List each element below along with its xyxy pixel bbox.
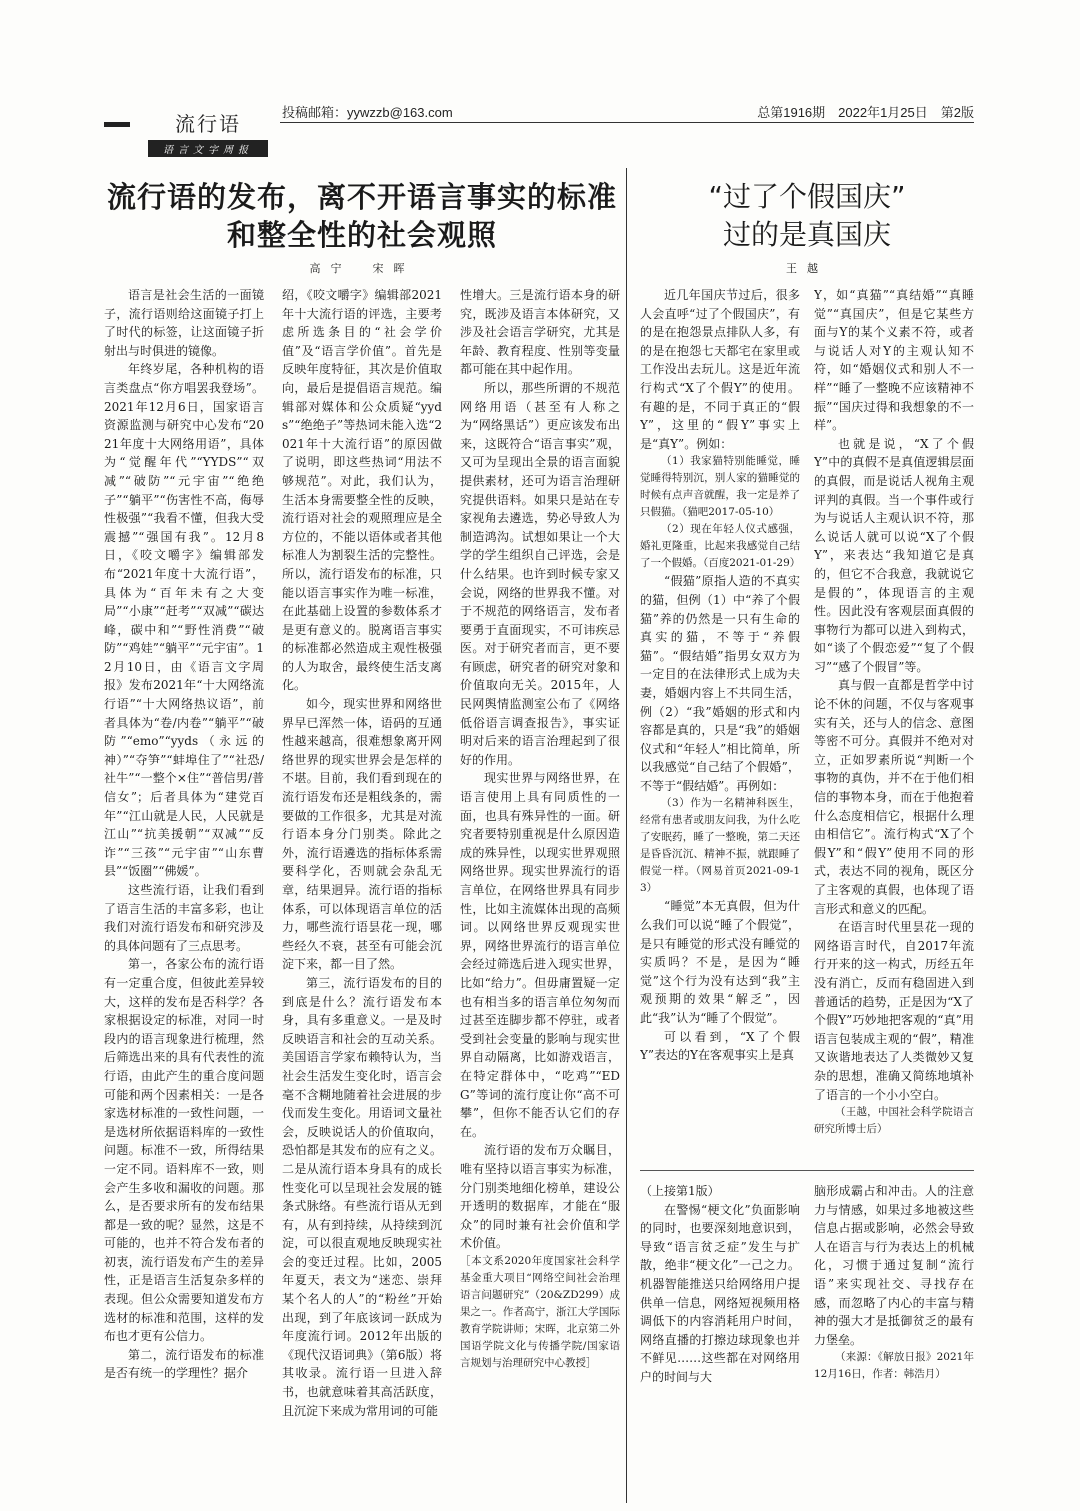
paragraph: 语言是社会生活的一面镜子，流行语则给这面镜子打上了时代的标签，让这面镜子折射出与时俱进的镜像。 [104,288,264,358]
paragraph: 这些流行语，让我们看到了语言生活的丰富多彩，也让我们对流行语发布和研究涉及的具体问题有了三点思考。 [104,883,264,953]
paragraph: 在语言时代里昙花一现的网络语言时代，自2017年流行开来的这一构式，历经五年没有消亡，反而有稳固进入到普通话的趋势，正是因为“X了个假Y”巧妙地把客观的“真”用语言包装成主观的“假”，精准又诙谐地表达了人类微妙又复杂的思想，准确又简练地填补了语言的一个小小空白。 [814,920,974,1102]
main-article-column-1 [104,286,264,1501]
paragraph: 第三，流行语发布的目的到底是什么？流行语发布本身，具有多重意义。一是及时反映语言和社会的互动关系。美国语言学家布赖特认为，当社会生活发生变化时，语言会毫不含糊地随着社会进展的步伐而发生变化。用语词文量社会，反映说话人的价值取向，恐怕都是其发布的应有之义。二是从流行语本身具有的成长性变化可以呈现社会发展的链条式脉络。有些流行语从无到有，从有到持续，从持续到沉淀，可以很直观地反映现实社会的变迁过程。比如，2005年夏天，表文为“迷恋、崇拜某个名人的人”的“粉丝”开始出现，到了年底该词一跃成为年度流行词。2012年出版的《现代汉语词典》（第6版）将其收录。流行语一旦进入辞书，也就意味着其高活跃度，且沉淀下来成为常用词的可能 [282,975,442,1418]
paragraph: 第二，流行语发布的标准是否有统一的学理性？据介 [104,1347,264,1381]
paragraph: “假猫”原指人造的不真实的猫，但例（1）中“养了个假猫”养的仍然是一只有生命的真实的猫，不等于“养假猫”。“假结婚”指男女双方为一定目的在法律形式上成为夫妻，婚姻内容上不共同生活，例（2）“我”婚姻的形式和内容都是真的，只是“我”的婚姻仪式和“年轻人”相比简单，所以我感觉“自己结了个假婚”，不等于“假结婚”。再例如： [640,574,800,793]
paragraph: 脑形成霸占和冲击。人的注意力与情感，如果过多地被这些信息占据或影响，必然会导致人在语言与行为表达上的机械化，习惯于通过复制“流行语”来实现社交、寻找存在感，而忽略了内心的丰富与精神的强大才是抵御贫乏的最有力堡垒。 [814,1184,974,1347]
main-article-column-3 [460,286,620,1501]
section-divider [640,1170,974,1171]
continued-article-column-2 [814,1182,974,1502]
example-paragraph: （3）作为一名精神科医生，经常有患者或朋友问我，为什么吃了安眠药，睡了一整晚，第二天还是昏昏沉沉、精神不振，就跟睡了假觉一样。（网易首页2021-09-13） [640,797,800,895]
header-divider [280,122,974,123]
paragraph: 第一，各家公布的流行语有一定重合度，但彼此差异较大，这样的发布是否科学？各家根据设定的标准，对同一时段内的语言现象进行梳理，然后筛选出来的具有代表性的流行语，由此产生的重合度问题可能和两个因素相关：一是各家选材标准的一致性问题，一是选材所依据语料库的一致性问题。标准不一致，所得结果一定不同。语料库不一致，则会产生多收和漏收的问题。那么，是否要求所有的发布结果都是一致的呢？显然，这是不可能的，也并不符合发布者的初衷，流行语发布产生的差异性，正是语言生活复杂多样的表现。但公众需要知道发布方选材的标准和范围，这样的发布也才更有公信力。 [104,957,264,1344]
paragraph: 性增大。三是流行语本身的研究，既涉及语言本体研究，又涉及社会语言学研究，尤其是年龄、教育程度、性别等变量都可能在其中起作用。 [460,288,620,377]
paragraph: 现实世界与网络世界，在语言使用上具有同质性的一面，也具有殊异性的一面。研究者要特别重视是什么原因造成的殊异性，以现实世界观照网络世界。现实世界流行的语言单位，在网络世界具有同步性，比如主流媒体出现的高频词。以网络世界反观现实世界，网络世界流行的语言单位会经过筛选后进入现实世界，比如“给力”。但毋庸置疑一定也有相当多的语言单位匆匆而过甚至连脚步都不停驻，或者受到社会变量的影响与现实世界自动隔离，比如游戏语言，在特定群体中，“吃鸡”“EDG”等词的流行度让你“高不可攀”，但你不能否认它们的存在。 [460,771,620,1139]
paragraph: 如今，现实世界和网络世界早已浑然一体，语码的互通性越来越高，很难想象离开网络世界的现实世界会是怎样的不堪。目前，我们看到现在的流行语发布还是粗线条的，需要做的工作很多，尤其是对流行语本身分门别类。除此之外，流行语遴选的指标体系需要科学化，否则就会杂乱无章，结果迥异。流行语的指标体系，可以体现语言单位的活力，哪些流行语昙花一现，哪些经久不衰，甚至有可能会沉淀下来，都一目了然。 [282,697,442,972]
source-note: （来源：《解放日报》2021年12月16日，作者：韩浩月） [814,1351,974,1381]
paragraph: Y，如“真猫”“真结婚”“真睡觉”“真国庆”，但是它某些方面与Y的某个义素不符，或者与说话人对Y的主观认知不符，如“婚姻仪式和别人不一样”“睡了一整晚不应该精神不振”“国庆过得和我想象的不一样”。 [814,288,974,433]
main-article-title [104,178,620,254]
continued-article-column-1 [640,1182,800,1502]
side-title-line2: 过的是真国庆 [722,218,891,251]
main-article-author: 高宁 宋晖 [309,262,415,275]
side-article-column-1 [640,286,800,1161]
paragraph: 在警惕“梗文化”负面影响的同时，也要深刻地意识到，导致“语言贫乏症”发生与扩散，绝非“梗文化”一己之力。机器智能推送只给网络用户提供单一信息，网络短视频用格调低下的内容消耗用户时间，网络直播的打擦边球现象也并不鲜见……这些都在对网络用户的时间与大 [640,1202,800,1384]
paragraph: 可以看到，“X了个假Y”表达的Y在客观事实上是真 [640,1029,800,1063]
masthead-title: 流行语 [175,112,241,136]
main-title-line1: 流行语的发布，离不开语言事实的标准 [106,180,617,214]
paragraph: 所以，那些所谓的不规范网络用语（甚至有人称之为“网络黑话”）更应该发布出来，这既符合“语言事实”观，又可为呈现出全景的语言面貌提供素材，还可为语言治理研究提供语料。如果只是站在专家视角去遴选，势必导致人为制造鸿沟。试想如果让一个大学的学生组织自己评选，会是什么结果。也许到时候专家又会说，网络的世界我不懂。对于不规范的网络语言，发布者要勇于直面现实，不可讳疾忌医。对于研究者而言，更不要有顾虑，研究者的研究对象和价值取向无关。2015年，人民网舆情监测室公布了《网络低俗语言调查报告》，事实证明对后来的语言治理起到了很好的作用。 [460,380,620,767]
issue-info: 总第1916期 2022年1月25日 第2版 [757,105,974,120]
paragraph: “睡觉”本无真假，但为什么我们可以说“睡了个假觉”，是只有睡觉的形式没有睡觉的实质吗？不是，是因为“睡觉”这个行为没有达到“我”主观预期的效果“解乏”，因此“我”认为“睡了个假觉”。 [640,899,800,1026]
submission-email: 投稿邮箱：yywzzb@163.com [282,105,453,120]
paragraph: 真与假一直都是哲学中讨论不休的问题，不仅与客观事实有关，还与人的信念、意图等密不可分。真假并不绝对对立，正如罗素所说“判断一个事物的真伪，并不在于他们相信的事物本身，而在于他抱着什么态度相信它，根据什么理由相信它”。流行构式“X了个假Y”和“假Y”使用不同的形式，表达不同的视角，既区分了主客观的真假，也体现了语言形式和意义的匹配。 [814,678,974,916]
side-article-column-2 [814,286,974,1161]
example-paragraph: （1）我家猫特别能睡觉，睡觉睡得特别沉，别人家的猫睡觉的时候有点声音就醒，我一定是养了只假猫。（猫吧2017-05-10） [640,455,800,519]
main-article-column-2 [282,286,442,1501]
paragraph: 也就是说，“X了个假Y”中的真假不是真值逻辑层面的真假，而是说话人视角主观评判的真假。当一个事件或行为与说话人主观认识不符，那么说话人就可以说“X了个假Y”，来表达“我知道它是真的，但它不合我意，我就说它是假的”，体现语言的主观性。因此没有客观层面真假的事物行为都可以进入到构式，如“谈了个假恋爱”“复了个假习”“感了个假冒”等。 [814,436,974,674]
column-divider [626,168,627,1503]
continuation-marker: （上接第1版） [640,1184,720,1198]
author-note: （王越，中国社会科学院语言研究所博士后） [814,1106,974,1136]
author-note: ［本文系2020年度国家社会科学基金重大项目“网络空间社会治理语言问题研究”（20&ZD299）成果之一。作者高宁，浙江大学国际教育学院讲师；宋晖，北京第二外国语学院文化与传播学院/国家语言规划与治理研究中心教授］ [460,1254,620,1369]
paragraph: 近几年国庆节过后，很多人会直呼“过了个假国庆”，有的是在抱怨景点排队人多，有的是在抱怨七天都宅在家里或工作没出去玩儿。这是近年流行构式“X了个假Y”的使用。有趣的是，不同于真正的“假Y”，这里的“假Y”事实上是“真Y”。例如： [640,288,800,451]
example-paragraph: （2）现在年轻人仪式感强，婚礼更隆重，比起来我感觉自己结了一个假婚。（百度2021-01-29） [640,523,800,570]
main-title-line2: 和整全性的社会观照 [226,218,497,252]
paragraph: 流行语的发布万众瞩目，唯有坚持以语言事实为标准，分门别类地细化榜单，建设公开透明的数据库，才能在“服众”的同时兼有社会价值和学术价值。 [460,1143,620,1251]
side-article-author: 王越 [786,262,828,275]
masthead [148,108,268,157]
paragraph: 年终岁尾，各种机构的语言类盘点“你方唱罢我登场”。2021年12月6日，国家语言资源监测与研究中心发布“2021年度十大网络用语”，具体为“觉醒年代”“YYDS”“双减”“破防”“元宇宙”“绝绝子”“躺平”“伤害性不高，侮辱性极强”“我看不懂，但我大受震撼”“强国有我”。12月8日，《咬文嚼字》编辑部发布“2021年度十大流行语”，具体为“百年未有之大变局”“小康”“赶考”“双减”“碳达峰，碳中和”“野性消费”“破防”“鸡娃”“躺平”“元宇宙”。12月10日，由《语言文字周报》发布2021年“十大网络流行语”“十大网络热议语”，前者具体为“卷/内卷”“躺平”“破防”“emo”“yyds（永远的神）”“夺笋”“蚌埠住了”“社恐/社牛”“一整个×住”“普信男/普信女”；后者具体为“建党百年”“江山就是人民，人民就是江山”“抗美援朝”“双减”“反诈”“三孩”“元宇宙”“山东曹县”“饭圈”“佛媛”。 [104,362,264,879]
paragraph: 绍，《咬文嚼字》编辑部2021年十大流行语的评选，主要考虑所选条目的“社会学价值”及“语言学价值”。首先是反映年度特征，其次是价值取向，最后是提倡语言规范。编辑部对媒体和公众质疑“yyds”“绝绝子”等热词未能入选“2021年十大流行语”的原因做了说明，即这些热词“用法不够规范”。对此，我们认为，生活本身需要整全性的反映，流行语对社会的观照理应是全方位的，不能以语体或者其他标准人为割裂生活的完整性。所以，流行语发布的标准，只能以语言事实作为唯一标准，在此基础上设置的参数体系才是更有意义的。脱离语言事实的标准都必然造成主观性极强的人为取舍，最终使生活支离化。 [282,288,442,693]
side-article-title [640,178,974,254]
side-title-line1: “过了个假国庆” [708,180,906,213]
masthead-subtitle: 语言文字周报 [148,140,268,157]
masthead-bar [104,122,130,127]
